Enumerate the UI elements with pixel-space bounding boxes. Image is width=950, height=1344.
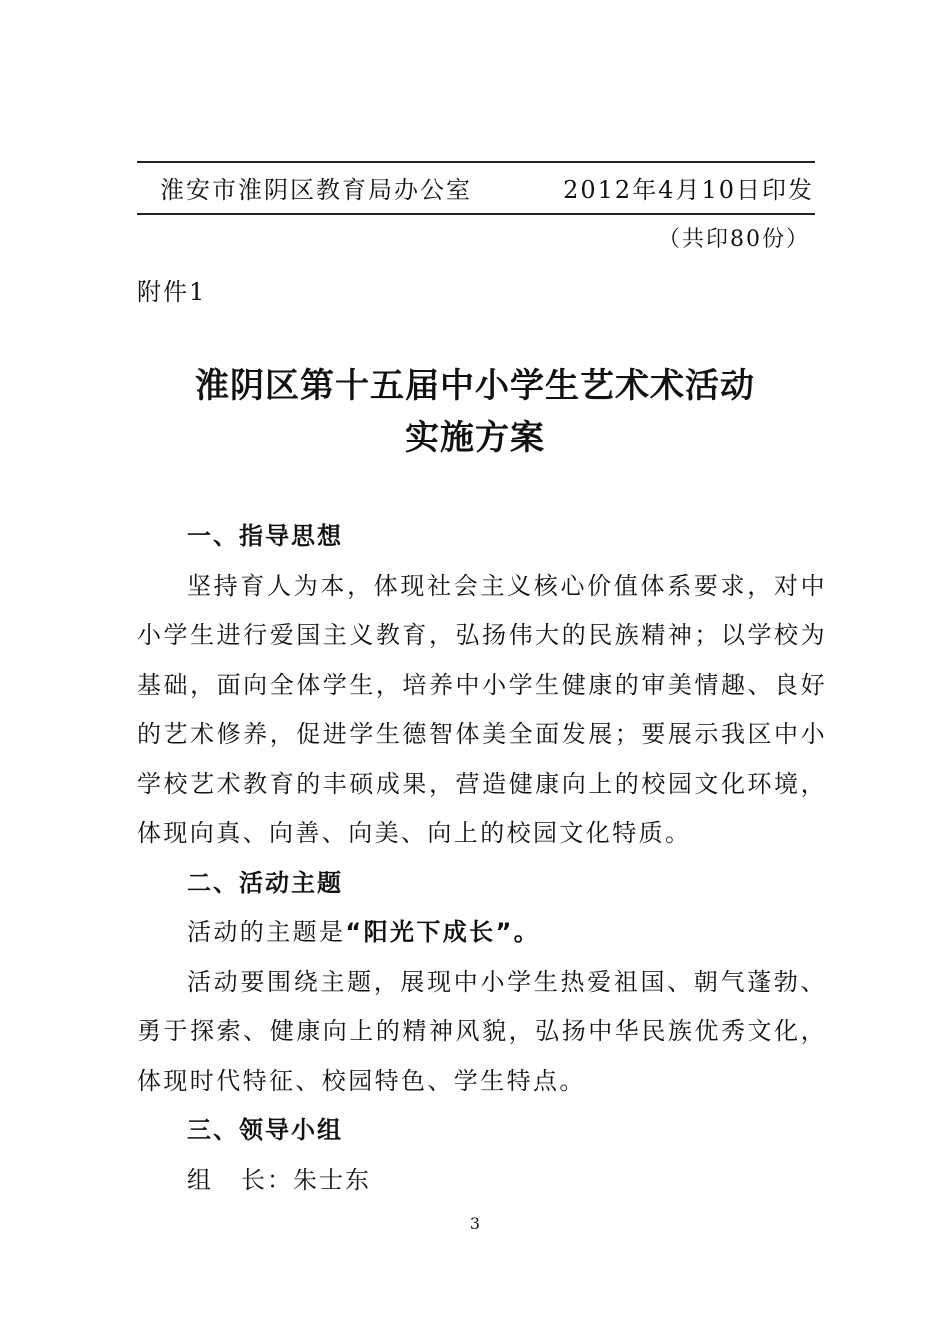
theme-intro: 活动的主题是 (187, 918, 346, 946)
imprint-line (160, 170, 814, 205)
issuer: 淮安市淮阴区教育局办公室 (160, 176, 472, 204)
print-copies: （共印80份） (658, 227, 810, 252)
theme-text: “阳光下成长”。 (345, 918, 541, 946)
guiding-paragraph: 坚持育人为本，体现社会主义核心价值体系要求，对中小学生进行爱国主义教育，弘扬伟大的民族精神；以学校为基础，面向全体学生，培养中小学生健康的审美情趣、良好的艺术修养，促进学生德智体美全面发展；要展示我区中小学校艺术教育的丰硕成果，营造健康向上的校园文化环境，体现向真、向善、向美、向上的校园文化特质。 (137, 571, 827, 847)
bottom-rule (137, 213, 815, 215)
top-rule (137, 161, 815, 163)
section-heading-theme: 二、活动主题 (187, 868, 343, 897)
section-heading-guiding: 一、指导思想 (187, 522, 343, 550)
leader-role-char1: 组 (187, 1165, 213, 1194)
document-body (137, 512, 827, 1205)
leader-line (137, 1156, 827, 1206)
leader-name: 朱士东 (293, 1165, 371, 1194)
leader-role-char2: 长： (241, 1165, 293, 1194)
section-heading-leadership: 三、领导小组 (187, 1116, 343, 1144)
theme-statement (137, 908, 827, 958)
print-date: 2012年4月10日印发 (563, 176, 814, 204)
theme-paragraph: 活动要围绕主题，展现中小学生热爱祖国、朝气蓬勃、勇于探索、健康向上的精神风貌，弘扬中华民族优秀文化，体现时代特征、校园特色、学生特点。 (137, 967, 827, 1095)
title-line-2: 实施方案 (405, 418, 545, 458)
title-line-1: 淮阴区第十五届中小学生艺术术活动 (195, 366, 755, 406)
page-number: 3 (469, 1214, 481, 1233)
attachment-label: 附件1 (137, 278, 207, 306)
document-title (0, 360, 950, 464)
